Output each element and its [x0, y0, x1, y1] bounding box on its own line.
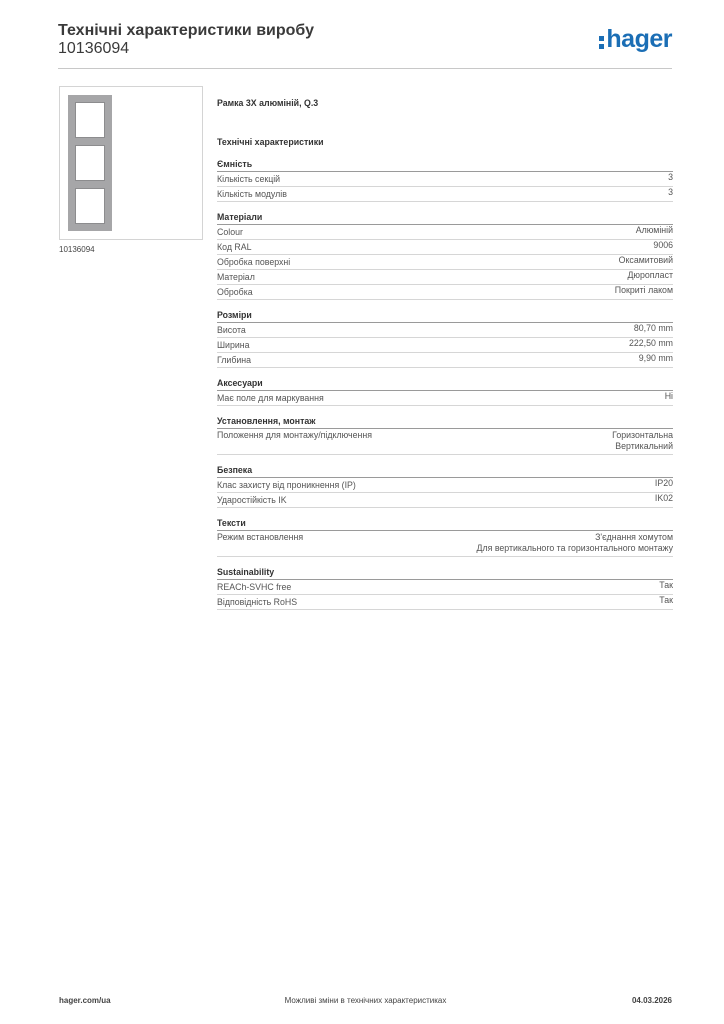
spec-group-title: Матеріали: [217, 211, 673, 225]
spec-row: [217, 285, 673, 300]
spec-row: [217, 255, 673, 270]
spec-value-line: Для вертикального та горизонтального монтажу: [476, 543, 673, 553]
spec-value-line: 9006: [653, 240, 673, 250]
product-name: Рамка 3X алюміній, Q.3: [217, 98, 319, 108]
spec-group: [217, 211, 673, 300]
spec-label: Кількість модулів: [217, 189, 287, 199]
spec-row: [217, 187, 673, 202]
spec-label: Ударостійкість IK: [217, 495, 287, 505]
spec-value-line: 9,90 mm: [638, 353, 673, 363]
spec-value-line: З'єднання хомутом: [595, 532, 673, 542]
spec-value: [668, 172, 673, 186]
frame-window: [75, 145, 105, 181]
spec-value-line: 222,50 mm: [628, 338, 673, 348]
frame-window: [75, 102, 105, 138]
spec-row: [217, 240, 673, 255]
spec-group: [217, 309, 673, 368]
spec-value-line: Оксамитовий: [618, 255, 673, 265]
spec-label: Обробка: [217, 287, 253, 297]
spec-row: [217, 270, 673, 285]
spec-label: Ширина: [217, 340, 250, 350]
spec-label: Матеріал: [217, 272, 255, 282]
spec-value-line: IK02: [654, 493, 673, 503]
spec-label: Colour: [217, 227, 243, 237]
spec-value-line: 80,70 mm: [633, 323, 673, 333]
spec-value: [636, 225, 673, 239]
spec-group-title: Аксесуари: [217, 377, 673, 391]
spec-value-line: Так: [659, 595, 673, 605]
spec-label: REACh-SVHC free: [217, 582, 292, 592]
spec-value-line: IP20: [654, 478, 673, 488]
spec-group-title: Розміри: [217, 309, 673, 323]
spec-row: [217, 580, 673, 595]
spec-value: [655, 478, 673, 492]
spec-label: Висота: [217, 325, 246, 335]
product-code: 10136094: [58, 40, 130, 57]
spec-row: [217, 391, 673, 406]
frame-3x-icon: [68, 95, 112, 231]
spec-value: [619, 255, 673, 269]
hager-logo: [599, 25, 672, 53]
spec-label: Відповідність RoHS: [217, 597, 298, 607]
spec-value-line: 3: [668, 172, 673, 182]
spec-value-line: Ні: [664, 391, 673, 401]
spec-label: Глибина: [217, 355, 252, 365]
spec-group-title: Тексти: [217, 517, 673, 531]
footer-date: 04.03.2026: [631, 996, 672, 1005]
spec-heading: Технічні характеристики: [217, 137, 324, 147]
spec-value: [629, 338, 673, 352]
spec-label: Режим встановлення: [217, 532, 304, 542]
spec-value: [655, 493, 673, 507]
spec-label: Клас захисту від проникнення (IP): [217, 480, 356, 490]
page-title: Технічні характеристики виробу: [58, 22, 314, 39]
frame-window: [75, 188, 105, 224]
spec-value-line: Покриті лаком: [614, 285, 673, 295]
image-caption: 10136094: [59, 245, 95, 254]
spec-group: [217, 517, 673, 557]
spec-value: [627, 270, 673, 284]
page-header: [58, 22, 672, 69]
spec-value: [659, 595, 673, 609]
product-image: [59, 86, 203, 240]
spec-row: [217, 338, 673, 353]
spec-value: [477, 532, 673, 554]
spec-row: [217, 531, 673, 557]
spec-value-line: 3: [668, 187, 673, 197]
spec-row: [217, 429, 673, 455]
spec-value: [612, 430, 673, 452]
spec-row: [217, 595, 673, 610]
spec-group-title: Безпека: [217, 464, 673, 478]
spec-label: Кількість секцій: [217, 174, 281, 184]
spec-group: [217, 158, 673, 202]
spec-value-line: Так: [659, 580, 673, 590]
footer-note: Можливі зміни в технічних характеристиках: [284, 996, 447, 1005]
spec-row: [217, 225, 673, 240]
spec-label: Обробка поверхні: [217, 257, 291, 267]
spec-value: [634, 323, 673, 337]
spec-row: [217, 478, 673, 493]
spec-value: [659, 580, 673, 594]
spec-label: Код RAL: [217, 242, 252, 252]
spec-row: [217, 493, 673, 508]
spec-label: Положення для монтажу/підключення: [217, 430, 372, 440]
spec-value-line: Алюміній: [635, 225, 673, 235]
spec-group: [217, 377, 673, 406]
logo-colon-icon: [599, 29, 605, 47]
logo-text: hager: [606, 25, 672, 53]
footer-website: hager.com/ua: [59, 996, 111, 1005]
spec-group-title: Sustainability: [217, 566, 673, 580]
spec-value: [615, 285, 673, 299]
spec-label: Має поле для маркування: [217, 393, 324, 403]
spec-sheet: [217, 97, 673, 610]
spec-value-line: Горизонтальна: [612, 430, 673, 440]
spec-group: [217, 464, 673, 508]
spec-row: [217, 323, 673, 338]
spec-group-title: Ємність: [217, 158, 673, 172]
spec-value: [639, 353, 673, 367]
spec-row: [217, 353, 673, 368]
spec-value: [665, 391, 673, 405]
spec-groups: [217, 158, 673, 610]
spec-group-title: Установлення, монтаж: [217, 415, 673, 429]
spec-value: [653, 240, 673, 254]
spec-value-line: Дюропласт: [627, 270, 673, 280]
spec-value-line: Вертикальний: [615, 441, 673, 451]
spec-group: [217, 415, 673, 455]
spec-group: [217, 566, 673, 610]
spec-value: [668, 187, 673, 201]
spec-row: [217, 172, 673, 187]
